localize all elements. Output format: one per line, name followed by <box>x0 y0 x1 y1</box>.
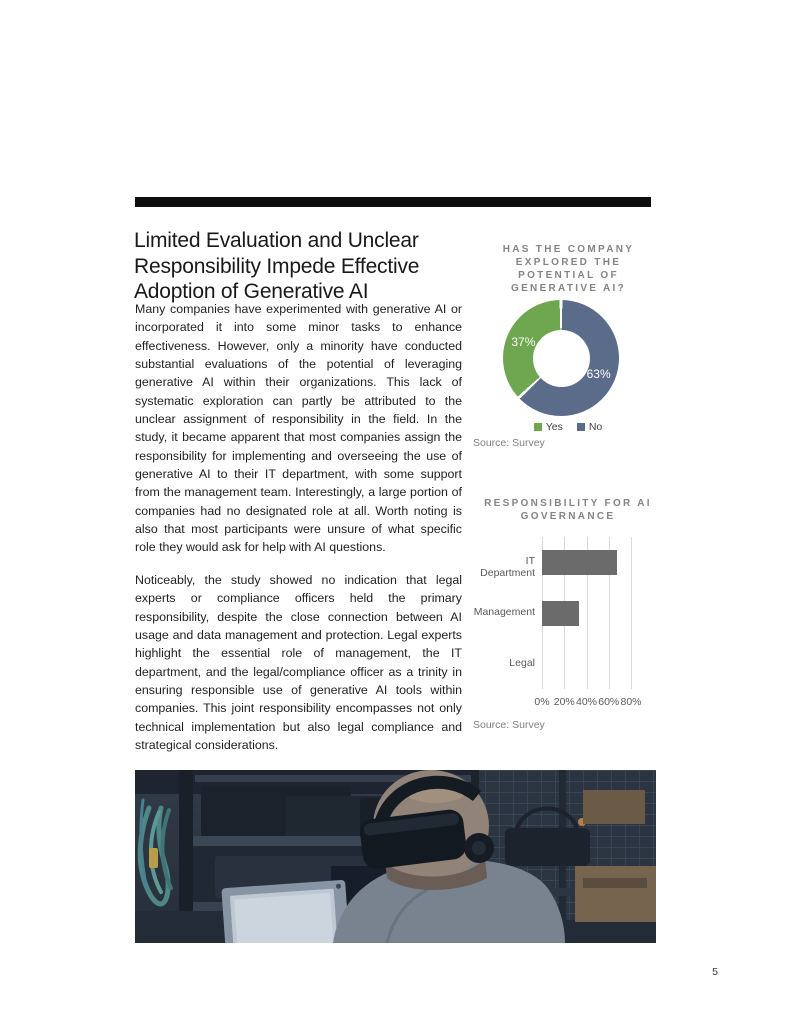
donut-source: Source: Survey <box>473 437 545 449</box>
paragraph-2: Noticeably, the study showed no indication that legal experts or compliance officers held the primary responsibility, despite the close connection between AI usage and data management and protection. Legal experts highlight the essential role of management, the IT department, and the legal/compliance officer as a trinity in ensuring responsible use of generative AI tools within companies. This joint responsibility encompasses not only technical implementation but also legal compliance and strategical considerations. <box>135 572 462 752</box>
top-rule <box>135 197 651 207</box>
article-body <box>135 300 462 768</box>
legend-swatch <box>534 423 542 431</box>
workshop-photo <box>135 770 656 943</box>
gridline <box>631 537 632 689</box>
axis-tick-label: 0% <box>534 696 550 708</box>
bar-chart <box>473 537 658 708</box>
bar-source: Source: Survey <box>473 719 545 731</box>
axis-tick-label: 40% <box>575 696 597 708</box>
donut-slice-label: 63% <box>586 367 611 382</box>
page-title: Limited Evaluation and Unclear Responsibility Impede Effective Adoption of Generative AI <box>134 229 420 304</box>
bar-chart-title: RESPONSIBILITY FOR AI GOVERNANCE <box>484 498 652 522</box>
donut-legend <box>473 421 663 433</box>
donut-slice-label: 37% <box>511 334 536 349</box>
donut-chart-title: HAS THE COMPANY EXPLORED THE POTENTIAL OF GENERATIVE AI? <box>502 244 635 294</box>
legend-swatch <box>577 423 585 431</box>
bar-plot <box>534 537 642 708</box>
bar-category-label: IT Department <box>480 555 535 580</box>
donut-chart <box>503 300 619 416</box>
vr-man-illustration <box>135 770 656 943</box>
legend-label: Yes <box>545 421 563 433</box>
axis-tick-label: 60% <box>598 696 620 708</box>
bar-category-label: Legal <box>509 656 535 669</box>
page-number: 5 <box>712 966 718 978</box>
legend-item <box>577 421 602 433</box>
bar <box>542 601 579 626</box>
legend-label: No <box>588 421 603 433</box>
axis-tick-label: 80% <box>620 696 642 708</box>
legend-item <box>534 421 563 433</box>
axis-tick-label: 20% <box>553 696 575 708</box>
donut-hole <box>533 330 590 387</box>
paragraph-1: Many companies have experimented with generative AI or incorporated it into some minor tasks to enhance effectiveness. However, only a minority have conducted substantial evaluations of the potential of leveraging generative AI within their organizations. This lack of systematic exploration can partly be attributed to the unclear assignment of responsibility in the field. In the study, it became apparent that most companies assign the responsibility for implementing and overseeing the use of generative AI to their IT department, with some support from the management team. Interestingly, a large portion of companies had no designated role at all. Worth noting is also that most participants were unsure of what specific role they would ask for help with AI questions. <box>135 302 462 555</box>
bar-category-label: Management <box>473 606 535 618</box>
bar <box>542 550 617 575</box>
